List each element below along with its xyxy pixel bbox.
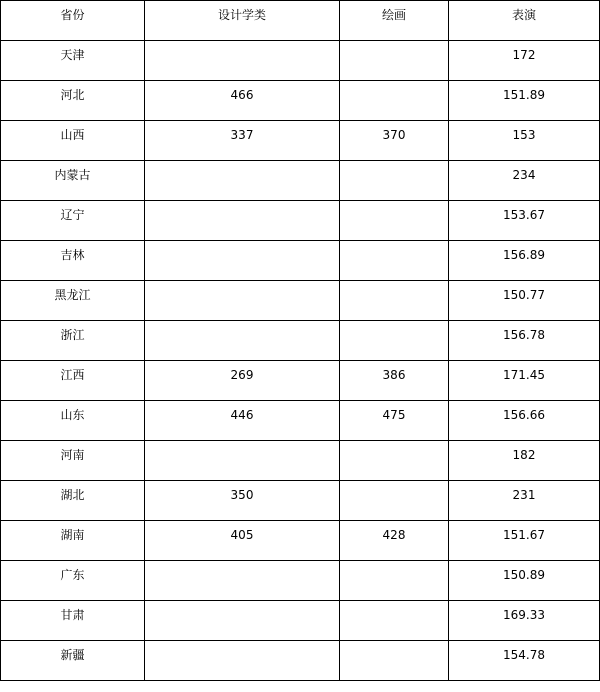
cell-province: 湖北 xyxy=(1,481,145,521)
cell-performance: 231 xyxy=(449,481,600,521)
table-row xyxy=(1,321,600,361)
cell-painting xyxy=(340,241,449,281)
cell-design xyxy=(145,641,340,681)
cell-design xyxy=(145,441,340,481)
cell-province: 湖南 xyxy=(1,521,145,561)
cell-painting xyxy=(340,641,449,681)
cell-performance: 154.78 xyxy=(449,641,600,681)
table-row xyxy=(1,121,600,161)
cell-province: 河北 xyxy=(1,81,145,121)
cell-province: 辽宁 xyxy=(1,201,145,241)
cell-painting xyxy=(340,81,449,121)
cell-performance: 169.33 xyxy=(449,601,600,641)
cell-design xyxy=(145,41,340,81)
cell-province: 吉林 xyxy=(1,241,145,281)
cell-painting xyxy=(340,161,449,201)
cell-design xyxy=(145,601,340,641)
cell-painting xyxy=(340,41,449,81)
header-province: 省份 xyxy=(1,1,145,41)
header-painting: 绘画 xyxy=(340,1,449,41)
cell-painting xyxy=(340,321,449,361)
table-row xyxy=(1,361,600,401)
cell-performance: 171.45 xyxy=(449,361,600,401)
cell-province: 广东 xyxy=(1,561,145,601)
cell-design xyxy=(145,321,340,361)
cell-performance: 150.77 xyxy=(449,281,600,321)
cell-province: 黑龙江 xyxy=(1,281,145,321)
table-row xyxy=(1,81,600,121)
cell-province: 新疆 xyxy=(1,641,145,681)
table-row xyxy=(1,441,600,481)
cell-province: 山东 xyxy=(1,401,145,441)
cell-design xyxy=(145,161,340,201)
cell-province: 内蒙古 xyxy=(1,161,145,201)
table-row xyxy=(1,521,600,561)
cell-province: 浙江 xyxy=(1,321,145,361)
cell-province: 甘肃 xyxy=(1,601,145,641)
cell-painting: 428 xyxy=(340,521,449,561)
cell-painting xyxy=(340,601,449,641)
header-design: 设计学类 xyxy=(145,1,340,41)
header-row xyxy=(1,1,600,41)
cell-province: 江西 xyxy=(1,361,145,401)
cell-design: 269 xyxy=(145,361,340,401)
cell-design xyxy=(145,281,340,321)
table-row xyxy=(1,281,600,321)
cell-design: 405 xyxy=(145,521,340,561)
cell-performance: 182 xyxy=(449,441,600,481)
table-row xyxy=(1,241,600,281)
cell-province: 河南 xyxy=(1,441,145,481)
cell-painting: 386 xyxy=(340,361,449,401)
cell-performance: 156.66 xyxy=(449,401,600,441)
cell-painting xyxy=(340,481,449,521)
table-row xyxy=(1,401,600,441)
cell-painting xyxy=(340,441,449,481)
table-row xyxy=(1,41,600,81)
cell-performance: 150.89 xyxy=(449,561,600,601)
cell-painting: 370 xyxy=(340,121,449,161)
cell-painting xyxy=(340,561,449,601)
table-body xyxy=(1,41,600,681)
table-row xyxy=(1,601,600,641)
cell-performance: 172 xyxy=(449,41,600,81)
table-row xyxy=(1,161,600,201)
cell-performance: 151.67 xyxy=(449,521,600,561)
cell-performance: 151.89 xyxy=(449,81,600,121)
cell-design: 466 xyxy=(145,81,340,121)
cell-design xyxy=(145,561,340,601)
cell-performance: 156.89 xyxy=(449,241,600,281)
cell-design: 350 xyxy=(145,481,340,521)
table-row xyxy=(1,641,600,681)
table-row xyxy=(1,481,600,521)
cell-design: 446 xyxy=(145,401,340,441)
header-performance: 表演 xyxy=(449,1,600,41)
table-header xyxy=(1,1,600,41)
cell-province: 山西 xyxy=(1,121,145,161)
cell-design: 337 xyxy=(145,121,340,161)
cell-design xyxy=(145,241,340,281)
cell-painting xyxy=(340,201,449,241)
table-row xyxy=(1,201,600,241)
cell-performance: 153 xyxy=(449,121,600,161)
cell-province: 天津 xyxy=(1,41,145,81)
cell-performance: 234 xyxy=(449,161,600,201)
cell-performance: 156.78 xyxy=(449,321,600,361)
cell-painting: 475 xyxy=(340,401,449,441)
cell-performance: 153.67 xyxy=(449,201,600,241)
cell-painting xyxy=(340,281,449,321)
cell-design xyxy=(145,201,340,241)
table-row xyxy=(1,561,600,601)
